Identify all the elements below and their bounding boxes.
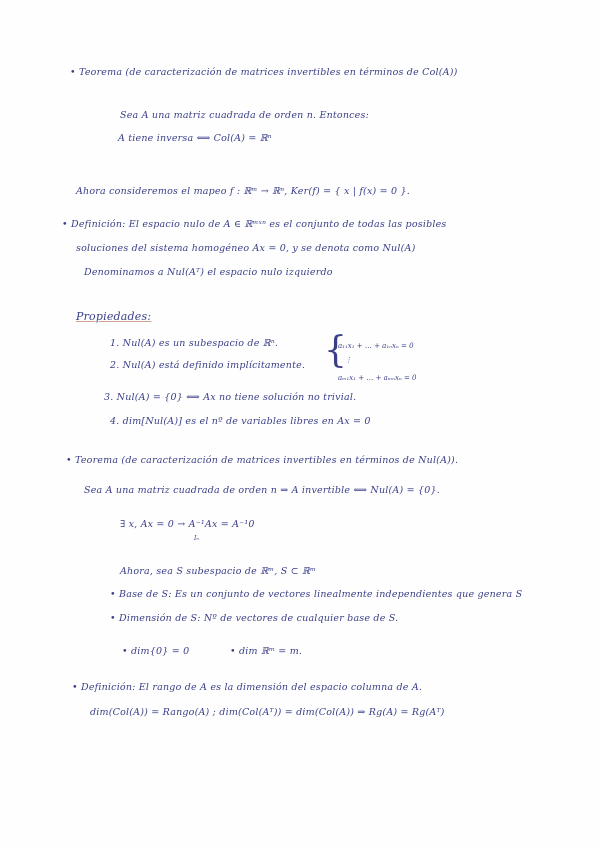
system-row-1: a₁₁x₁ + … + a₁ₙxₙ = 0 bbox=[338, 342, 414, 350]
rank-definition: • Definición: El rango de A es la dimensión del espacio columna de A. bbox=[72, 682, 423, 693]
basis-definition: • Base de S: Es un conjunto de vectores linealmente independientes que genera S bbox=[110, 589, 523, 600]
theorem-col-equivalence: A tiene inversa ⟺ Col(A) = ℝⁿ bbox=[118, 133, 272, 144]
system-row-dots: ⋮ bbox=[345, 356, 352, 364]
kernel-definition-line: Ahora consideremos el mapeo f : ℝᵐ → ℝⁿ, Ker(f) = { x | f(x) = 0 }. bbox=[76, 186, 410, 197]
properties-heading: Propiedades: bbox=[76, 310, 152, 323]
dim-zero: • dim{0} = 0 bbox=[122, 646, 190, 657]
inverse-derivation: ∃ x, Ax = 0 → A⁻¹Ax = A⁻¹0 bbox=[120, 519, 255, 530]
dim-rm: • dim ℝᵐ = m. bbox=[230, 646, 303, 657]
system-brace: { bbox=[324, 330, 347, 371]
null-space-definition: • Definición: El espacio nulo de A ∈ ℝᵐˣⁿ es el conjunto de todas las posibles bbox=[62, 219, 447, 230]
property-4: 4. dim[Nul(A)] es el nº de variables libres en Ax = 0 bbox=[110, 416, 371, 427]
property-2: 2. Nul(A) está definido implícitamente. bbox=[110, 360, 306, 371]
null-space-definition-cont: soluciones del sistema homogéneo Ax = 0, y se denota como Nul(A) bbox=[76, 243, 416, 254]
theorem-nul-heading: • Teorema (de caracterización de matrices invertibles en términos de Nul(A)). bbox=[66, 455, 459, 466]
property-1: 1. Nul(A) es un subespacio de ℝⁿ. bbox=[110, 338, 279, 349]
system-row-m: aₘ₁x₁ + … + aₘₙxₙ = 0 bbox=[338, 374, 417, 382]
theorem-nul-statement: Sea A una matriz cuadrada de orden n ⇒ A invertible ⟺ Nul(A) = {0}. bbox=[84, 485, 440, 496]
property-3: 3. Nul(A) = {0} ⟺ Ax no tiene solución no trivial. bbox=[104, 392, 357, 403]
dimension-definition: • Dimensión de S: Nº de vectores de cualquier base de S. bbox=[110, 613, 399, 624]
theorem-col-statement: Sea A una matriz cuadrada de orden n. Entonces: bbox=[120, 110, 369, 121]
identity-label: Iₙ bbox=[194, 535, 199, 542]
theorem-col-heading: • Teorema (de caracterización de matrices invertibles en términos de Col(A)) bbox=[70, 67, 458, 78]
left-null-space-line: Denominamos a Nul(Aᵀ) el espacio nulo izquierdo bbox=[84, 267, 333, 278]
subspace-intro: Ahora, sea S subespacio de ℝᵐ, S ⊂ ℝᵐ bbox=[120, 566, 317, 577]
rank-identity: dim(Col(A)) = Rango(A) ; dim(Col(Aᵀ)) = dim(Col(A)) ⇒ Rg(A) = Rg(Aᵀ) bbox=[90, 707, 445, 718]
